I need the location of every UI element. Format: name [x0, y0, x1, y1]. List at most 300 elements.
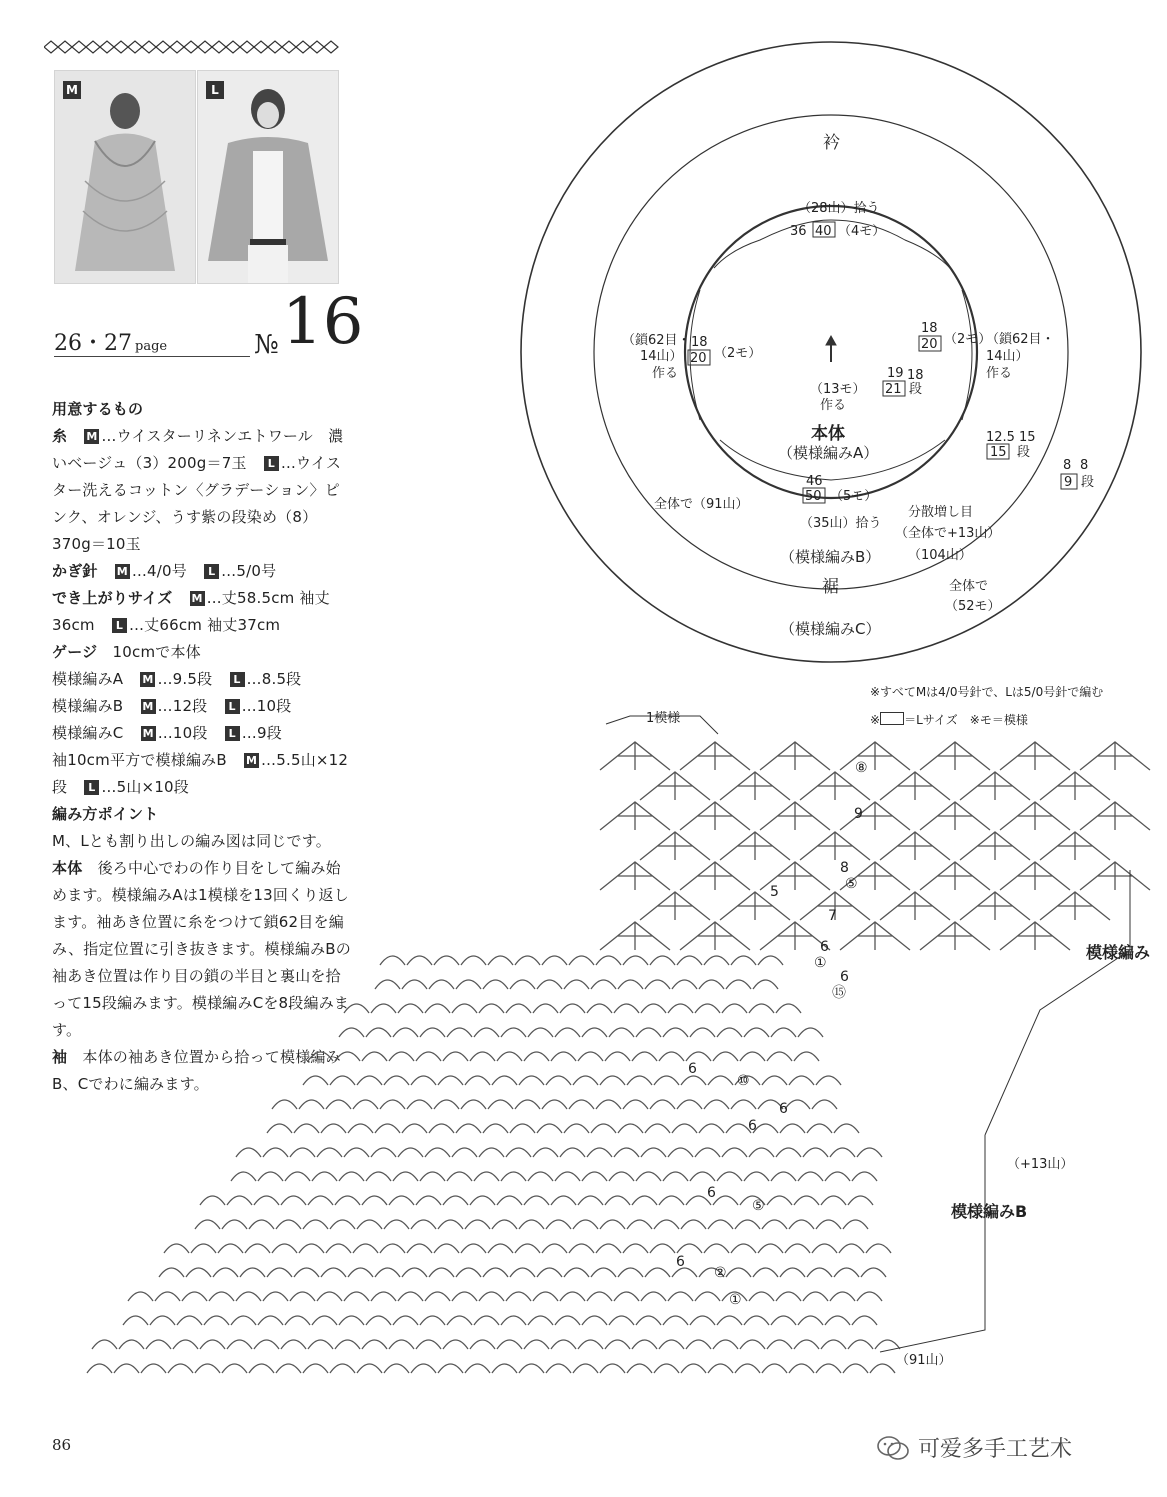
chart-arc: [155, 1292, 180, 1301]
chart-arc: [470, 1340, 495, 1349]
chart-arc: [690, 1172, 715, 1181]
chart-arc: [402, 1268, 427, 1277]
chart-arc: [672, 980, 697, 989]
chart-fan: [640, 772, 710, 800]
chart-arc: [290, 1148, 315, 1157]
chart-arc: [848, 1340, 873, 1349]
chart-arc: [195, 1220, 220, 1229]
chart-arc: [591, 1124, 616, 1133]
chart-arc: [762, 1076, 787, 1085]
chart-arc: [758, 956, 783, 965]
chart-arc: [582, 1172, 607, 1181]
chart-arc: [654, 1364, 679, 1373]
chart-arc: [357, 1220, 382, 1229]
chart-arc: [420, 1028, 445, 1037]
chart-arc: [150, 1316, 175, 1325]
chart-arc: [596, 1244, 621, 1253]
chart-arc: [344, 1148, 369, 1157]
l-mark: L: [225, 699, 240, 714]
chart-arc: [582, 1316, 607, 1325]
chart-arc: [474, 1028, 499, 1037]
chart-arc: [272, 1244, 297, 1253]
chart-arc: [402, 980, 427, 989]
chart-arc: [587, 1292, 612, 1301]
chart-arc: [749, 1148, 774, 1157]
chart-arc: [344, 1004, 369, 1013]
chart-arc: [281, 1196, 306, 1205]
chart-arc: [285, 1316, 310, 1325]
chart-arc: [537, 1124, 562, 1133]
chart-arc: [461, 956, 486, 965]
right-chain-3: 作る: [986, 366, 1013, 381]
row-num-6c: 6: [688, 1061, 697, 1077]
chart-fan: [920, 922, 990, 950]
chart-arc: [735, 1364, 760, 1373]
chart-arc: [668, 1004, 693, 1013]
bottom-46: 46: [806, 474, 823, 489]
chart-arc: [443, 1340, 468, 1349]
chart-arc: [654, 1220, 679, 1229]
chart-arc: [317, 1148, 342, 1157]
chart-arc: [767, 1196, 792, 1205]
chart-arc: [362, 1340, 387, 1349]
m-mark: M: [116, 565, 128, 578]
chart-arc: [789, 1220, 814, 1229]
chart-arc: [794, 1340, 819, 1349]
chart-arc: [420, 1316, 445, 1325]
chart-arc: [744, 1316, 769, 1325]
chart-arc: [857, 1148, 882, 1157]
center-make: 作る: [820, 398, 847, 413]
chart-arc: [236, 1292, 261, 1301]
chart-arc: [438, 1364, 463, 1373]
chart-arc: [771, 1172, 796, 1181]
row-num-6g: 6: [676, 1254, 685, 1270]
chart-fan: [1040, 772, 1110, 800]
chart-arc: [749, 1004, 774, 1013]
chart-arc: [465, 1076, 490, 1085]
chart-fan: [880, 772, 950, 800]
watermark: [876, 1432, 1072, 1463]
chart-arc: [591, 1268, 616, 1277]
chart-arc: [564, 980, 589, 989]
chart-arc: [443, 1052, 468, 1061]
chart-arc: [551, 1196, 576, 1205]
chart-arc: [290, 1292, 315, 1301]
chart-arc: [425, 1292, 450, 1301]
chart-arc: [726, 980, 751, 989]
chart-arc: [506, 1148, 531, 1157]
chart-arc: [866, 1244, 891, 1253]
chart-arc: [623, 1100, 648, 1109]
chart-arc: [825, 1316, 850, 1325]
chart-arc: [510, 980, 535, 989]
chart-fan: [640, 832, 710, 860]
chart-arc: [668, 1148, 693, 1157]
chart-arc: [578, 1340, 603, 1349]
chart-arc: [411, 1076, 436, 1085]
chart-arc: [326, 1100, 351, 1109]
chart-arc: [695, 1004, 720, 1013]
chart-arc: [821, 1340, 846, 1349]
chart-arc: [416, 1196, 441, 1205]
chart-arc: [375, 1124, 400, 1133]
chart-fan: [680, 922, 750, 950]
yarn-m: …ウイスターリネンエトワール 濃いベージュ（3）200g＝7玉: [52, 427, 344, 472]
points-intro: M、Lとも割り出しの編み図は同じです。: [52, 832, 331, 850]
chart-arc: [708, 1076, 733, 1085]
chart-arc: [560, 1004, 585, 1013]
chart-arc: [780, 1268, 805, 1277]
chart-arc: [722, 1148, 747, 1157]
chart-arc: [690, 1316, 715, 1325]
rows-dan-2: 段: [1017, 445, 1031, 460]
chart-arc: [816, 1076, 841, 1085]
chart-arc: [501, 1028, 526, 1037]
chart-fan: [720, 832, 790, 860]
chart-arc: [870, 1364, 895, 1373]
chart-fan: [840, 802, 910, 830]
chart-arc: [348, 1124, 373, 1133]
chart-arc: [483, 1124, 508, 1133]
chart-arc: [443, 1196, 468, 1205]
size-label: でき上がりサイズ: [52, 589, 173, 607]
top-count: 36: [790, 224, 807, 239]
chart-arc: [564, 1124, 589, 1133]
chart-arc: [258, 1316, 283, 1325]
pattern-b-bracket: [880, 1135, 985, 1352]
chart-arc: [168, 1364, 193, 1373]
chart-arc: [672, 1124, 697, 1133]
chart-arc: [717, 1172, 742, 1181]
gauge-c: 模様編みC: [52, 724, 124, 742]
row-num-10c: ⑩: [737, 1073, 750, 1089]
chart-arc: [114, 1364, 139, 1373]
chart-arc: [627, 1220, 652, 1229]
chart-arc: [420, 1172, 445, 1181]
chart-arc: [528, 1028, 553, 1037]
chart-arc: [735, 1220, 760, 1229]
chart-arc: [335, 1340, 360, 1349]
chart-arc: [483, 980, 508, 989]
l-mark: L: [230, 672, 245, 687]
wechat-icon: [876, 1434, 910, 1462]
row-num-1c: ①: [814, 955, 827, 971]
size-m: …丈58.5cm 袖丈36cm: [52, 589, 330, 634]
chart-arc: [380, 1244, 405, 1253]
chart-fan: [960, 772, 1030, 800]
chart-arc: [699, 1124, 724, 1133]
chart-arc: [470, 1196, 495, 1205]
chart-arc: [434, 1244, 459, 1253]
chart-fan: [800, 772, 870, 800]
chart-arc: [393, 1028, 418, 1037]
row-num-7: 7: [828, 908, 837, 924]
chart-labels: [646, 710, 1150, 1368]
chart-arc: [708, 1364, 733, 1373]
chart-arc: [609, 1172, 634, 1181]
chart-arc: [816, 1364, 841, 1373]
chart-arc: [434, 956, 459, 965]
chart-arc: [812, 1100, 837, 1109]
right-2mo: （2モ）: [944, 332, 992, 347]
chart-arc: [438, 1220, 463, 1229]
chart-arc: [618, 1124, 643, 1133]
chart-arc: [362, 1052, 387, 1061]
chart-arc: [398, 1292, 423, 1301]
chart-fan: [720, 892, 790, 920]
chart-fan: [960, 832, 1030, 860]
chart-arc: [627, 1076, 652, 1085]
chart-fan: [600, 742, 670, 770]
chart-arc: [614, 1004, 639, 1013]
chart-arc: [564, 1268, 589, 1277]
chart-arc: [263, 1292, 288, 1301]
chart-arc: [434, 1100, 459, 1109]
chart-arc: [722, 1004, 747, 1013]
chart-arc: [659, 1196, 684, 1205]
chart-arc: [713, 1340, 738, 1349]
pattern-number: 16: [282, 285, 364, 359]
chart-fan: [1000, 742, 1070, 770]
chart-arc: [272, 1100, 297, 1109]
chart-fan: [1080, 862, 1150, 890]
chart-arc: [726, 1268, 751, 1277]
l-mark: L: [264, 456, 279, 471]
chart-arc: [749, 1292, 774, 1301]
hook-m: …4/0号: [131, 562, 187, 580]
chart-arc: [632, 1196, 657, 1205]
chart-arc: [407, 1244, 432, 1253]
chart-arc: [645, 980, 670, 989]
chart-fan: [800, 832, 870, 860]
chart-arc: [654, 1076, 679, 1085]
chart-arc: [758, 1244, 783, 1253]
bottom-pick: （35山）拾う: [800, 516, 882, 531]
chart-arc: [740, 1340, 765, 1349]
note-1: ※すべてMは4/0号針で、Lは5/0号針で編む: [870, 685, 1104, 699]
chart-arc: [339, 1028, 364, 1037]
chart-fan: [1000, 862, 1070, 890]
chart-arc: [245, 1244, 270, 1253]
chart-arc: [371, 1148, 396, 1157]
chart-arc: [677, 956, 702, 965]
chart-arc: [830, 1148, 855, 1157]
chart-arc: [200, 1196, 225, 1205]
chart-arc: [393, 1172, 418, 1181]
right-chain-2: 14山）: [986, 349, 1029, 364]
chart-arc: [299, 1100, 324, 1109]
chart-arc: [335, 1196, 360, 1205]
collar-edge: [714, 220, 950, 268]
hook-l: …5/0号: [221, 562, 277, 580]
chart-arc: [645, 1124, 670, 1133]
hem-label: 裾: [822, 577, 839, 597]
body-label: 本体: [52, 859, 83, 877]
yarn-label: 糸: [52, 427, 68, 445]
chart-arc: [312, 1172, 337, 1181]
chart-arc: [843, 1364, 868, 1373]
chart-arc: [542, 1100, 567, 1109]
size-badge-l: L: [206, 81, 224, 99]
chart-arc: [398, 1148, 423, 1157]
body-text: 後ろ中心でわの作り目をして編み始めます。模様編みAは1模様を13回くり返します。袖あき位置に糸をつけて鎖62目を編み、指定位置に引き抜きます。模様編みBの袖あき位置は作り目の鎖の半目と裏山を拾って15段編みます。模様編みCを8段編みます。: [52, 859, 351, 1039]
right-18: 18: [921, 321, 938, 336]
row-num-1d: ①: [729, 1292, 742, 1308]
chart-arc: [389, 1196, 414, 1205]
chart-arc: [429, 980, 454, 989]
chart-arc: [303, 1364, 328, 1373]
chart-arc: [344, 1292, 369, 1301]
page-number: 86: [52, 1436, 72, 1454]
chart-arc: [807, 1268, 832, 1277]
chart-arc: [614, 1148, 639, 1157]
chart-arc: [479, 1148, 504, 1157]
left-20: 20: [690, 351, 707, 366]
note-2: [870, 706, 1103, 734]
top-motif: （4モ）: [838, 224, 886, 239]
l-mark: L: [225, 726, 240, 741]
materials-title: 用意するもの: [52, 400, 144, 418]
chart-arc: [542, 1244, 567, 1253]
chart-arc: [191, 1244, 216, 1253]
chart-arc: [447, 1172, 472, 1181]
chart-fan: [760, 742, 830, 770]
chart-arc: [560, 1148, 585, 1157]
arrow-head: [826, 336, 836, 345]
chart-arc: [353, 1100, 378, 1109]
chart-fan: [960, 892, 1030, 920]
row-num-8: 8: [840, 860, 849, 876]
chart-arc: [636, 1172, 661, 1181]
chart-arc: [479, 1004, 504, 1013]
chart-arc: [618, 1268, 643, 1277]
rows-18: 18: [907, 368, 924, 383]
chart-arc: [159, 1268, 184, 1277]
m-mark: M: [142, 727, 154, 740]
m-mark: M: [142, 700, 154, 713]
chart-arc: [393, 1316, 418, 1325]
chart-arc: [474, 1316, 499, 1325]
chart-arc: [632, 1340, 657, 1349]
chart-arc: [632, 1052, 657, 1061]
chart-arc: [767, 1052, 792, 1061]
left-chain-3: 作る: [652, 366, 679, 381]
chart-arc: [798, 1028, 823, 1037]
chart-fan: [600, 862, 670, 890]
points-title: 編み方ポイント: [52, 805, 159, 823]
right-chain-1: （鎖62目・: [986, 332, 1055, 347]
chart-arc: [587, 1148, 612, 1157]
chart-arc: [461, 1244, 486, 1253]
chart-arc: [569, 956, 594, 965]
m-mark: M: [245, 754, 258, 767]
chart-arc: [384, 1364, 409, 1373]
chart-arc: [285, 1172, 310, 1181]
pattern-number-label: №: [254, 330, 279, 360]
chart-fan: [1040, 892, 1110, 920]
chart-arc: [641, 1148, 666, 1157]
gauge-label: ゲージ: [52, 643, 98, 661]
gauge-sleeve-m: …5.5山×12段: [52, 751, 349, 796]
chart-arc: [600, 1364, 625, 1373]
chart-arc: [780, 1124, 805, 1133]
chart-arc: [852, 1172, 877, 1181]
chart-arc: [227, 1340, 252, 1349]
row-num-6a: 6: [820, 939, 829, 955]
bottom-5mo: （5モ）: [830, 489, 878, 504]
gauge-a: 模様編みA: [52, 670, 124, 688]
row-num-15c: ⑮: [832, 985, 846, 1001]
chart-arc: [825, 1172, 850, 1181]
chart-arc: [497, 1052, 522, 1061]
chart-arc: [182, 1292, 207, 1301]
collar-label: 衿: [823, 133, 840, 153]
note-2-prefix: ※: [870, 713, 881, 727]
chart-arc: [456, 1124, 481, 1133]
chart-arc: [492, 1364, 517, 1373]
rows-21: 21: [885, 382, 902, 397]
chart-arc: [744, 1172, 769, 1181]
chart-arc: [317, 1292, 342, 1301]
chart-arc: [686, 1340, 711, 1349]
chart-arc: [861, 1268, 886, 1277]
size-badge-m: M: [63, 81, 81, 99]
chart-arc: [321, 1268, 346, 1277]
chart-arc: [92, 1340, 117, 1349]
chart-arc: [650, 1244, 675, 1253]
chart-arc: [555, 1028, 580, 1037]
chart-arc: [591, 980, 616, 989]
chart-arc: [623, 956, 648, 965]
chart-arc: [600, 1076, 625, 1085]
chart-arc: [812, 1244, 837, 1253]
chart-arc: [465, 1364, 490, 1373]
chart-arc: [416, 1340, 441, 1349]
chart-arc: [330, 1076, 355, 1085]
chart-arc: [515, 956, 540, 965]
chart-fan: [640, 892, 710, 920]
chart-arc: [776, 1004, 801, 1013]
chart-arc: [663, 1316, 688, 1325]
mount-104: （104山）: [908, 548, 972, 563]
chart-arc: [519, 1220, 544, 1229]
chart-arc: [659, 1340, 684, 1349]
chart-arc: [605, 1052, 630, 1061]
left-chain-2: 14山）: [640, 349, 683, 364]
chart-arc: [645, 1268, 670, 1277]
chart-arc: [807, 1124, 832, 1133]
chart-arc: [425, 1004, 450, 1013]
chart-arc: [816, 1220, 841, 1229]
row-num-5d: ⑤: [752, 1198, 765, 1214]
l-mark: L: [204, 564, 219, 579]
chart-arc: [717, 1028, 742, 1037]
chart-fan: [1080, 802, 1150, 830]
chart-fan: [600, 802, 670, 830]
chart-arc: [614, 1292, 639, 1301]
gauge-c-m: …10段: [157, 724, 208, 742]
chart-arc: [164, 1244, 189, 1253]
chart-arc: [281, 1340, 306, 1349]
chart-arc: [569, 1100, 594, 1109]
gauge-b-m: …12段: [157, 697, 208, 715]
sleeve-label: 袖: [52, 1048, 68, 1066]
chart-arc: [402, 1124, 427, 1133]
chart-arc: [704, 1244, 729, 1253]
rows-8: 8: [1063, 458, 1072, 473]
chart-fan: [1080, 742, 1150, 770]
